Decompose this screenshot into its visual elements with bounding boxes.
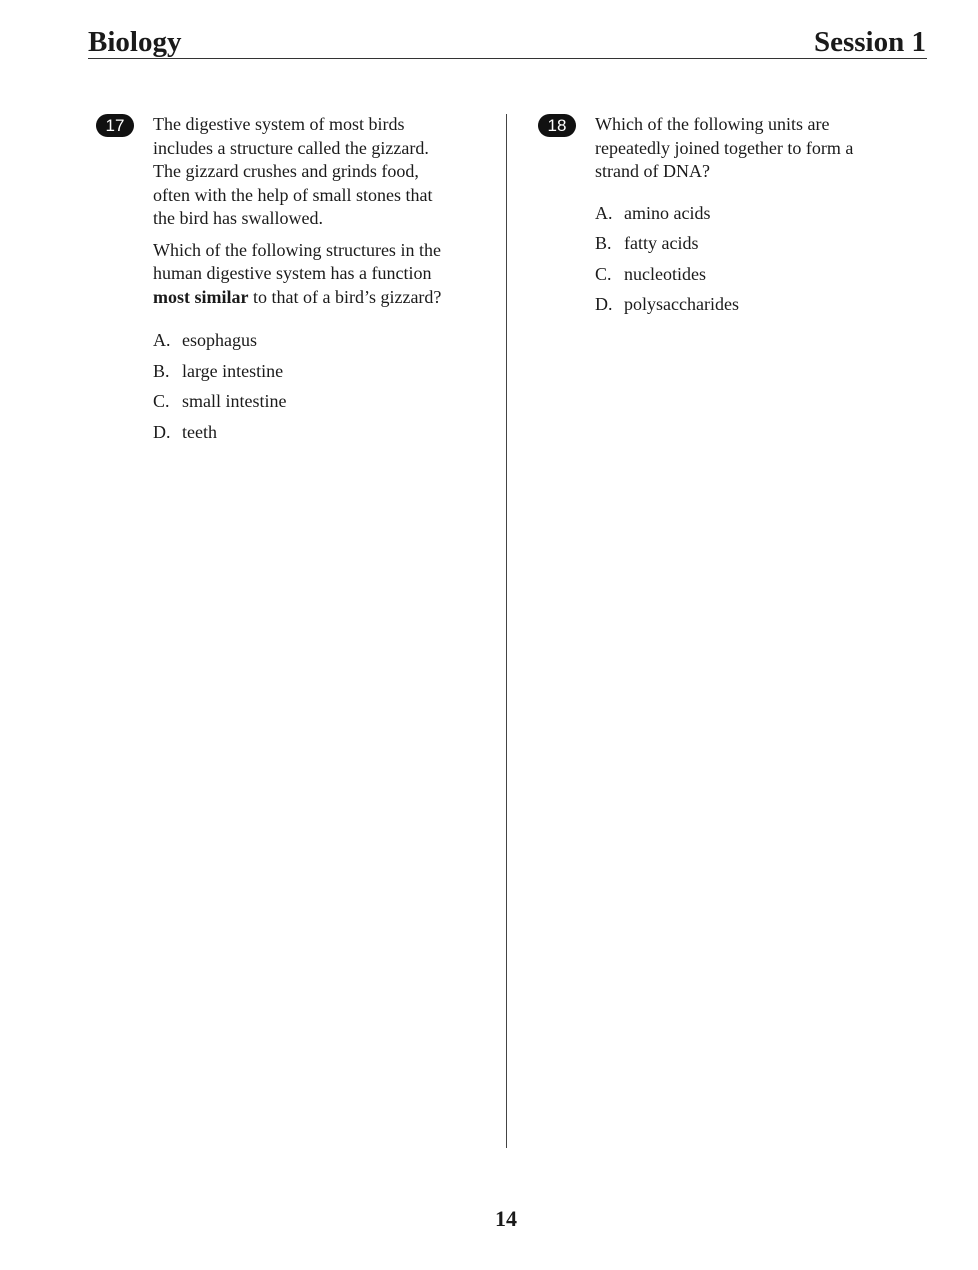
stem-line: repeatedly joined together to form a xyxy=(595,137,854,158)
answer-choice[interactable] xyxy=(153,360,498,384)
page-number: 14 xyxy=(495,1206,517,1231)
prompt-line: human digestive system has a function xyxy=(153,263,432,283)
answer-choices xyxy=(595,202,925,317)
choice-text: teeth xyxy=(182,421,217,442)
answer-choice[interactable] xyxy=(595,232,925,256)
stem-line: strand of DNA? xyxy=(595,161,710,181)
choice-letter: A. xyxy=(595,202,613,223)
choice-text: fatty acids xyxy=(624,233,699,253)
stem-line: The digestive system of most birds xyxy=(153,114,405,134)
choice-text: polysaccharides xyxy=(624,294,739,314)
choice-letter: D. xyxy=(153,421,171,442)
choice-letter: B. xyxy=(595,233,612,253)
choice-letter: B. xyxy=(153,360,170,381)
choice-text: nucleotides xyxy=(624,263,706,284)
answer-choice[interactable] xyxy=(595,202,925,226)
choice-text: amino acids xyxy=(624,202,711,223)
answer-choice[interactable] xyxy=(595,293,925,317)
answer-choice[interactable] xyxy=(595,263,925,287)
prompt-line: Which of the following structures in the xyxy=(153,239,441,260)
prompt-line: to that of a bird’s gizzard? xyxy=(248,286,442,307)
choice-text: esophagus xyxy=(182,330,257,350)
question-number-badge: 18 xyxy=(538,114,576,137)
stem-line: the bird has swallowed. xyxy=(153,208,323,228)
stem-line: The gizzard crushes and grinds food, xyxy=(153,161,419,181)
question-prompt xyxy=(153,239,498,310)
choice-text: small intestine xyxy=(182,391,287,411)
question-17 xyxy=(153,113,498,451)
prompt-emphasis: most similar xyxy=(153,286,249,307)
answer-choice[interactable] xyxy=(153,390,498,414)
header-divider xyxy=(88,58,927,59)
answer-choice[interactable] xyxy=(153,329,498,353)
session-label: Session 1 xyxy=(813,26,926,58)
question-number-badge: 17 xyxy=(96,114,134,137)
choice-letter: C. xyxy=(595,263,612,284)
choice-letter: D. xyxy=(595,294,613,314)
choice-letter: C. xyxy=(153,391,170,411)
stem-line: includes a structure called the gizzard. xyxy=(153,137,429,158)
question-stem xyxy=(595,113,925,184)
choice-text: large intestine xyxy=(182,360,284,381)
choice-letter: A. xyxy=(153,330,171,350)
stem-line: often with the help of small stones that xyxy=(153,184,433,205)
page-subject-title: Biology xyxy=(88,26,182,58)
answer-choice[interactable] xyxy=(153,421,498,445)
stem-line: Which of the following units are xyxy=(595,114,830,134)
answer-choices xyxy=(153,329,498,444)
question-18 xyxy=(595,113,925,324)
column-divider xyxy=(506,114,507,1148)
question-stem xyxy=(153,113,498,231)
